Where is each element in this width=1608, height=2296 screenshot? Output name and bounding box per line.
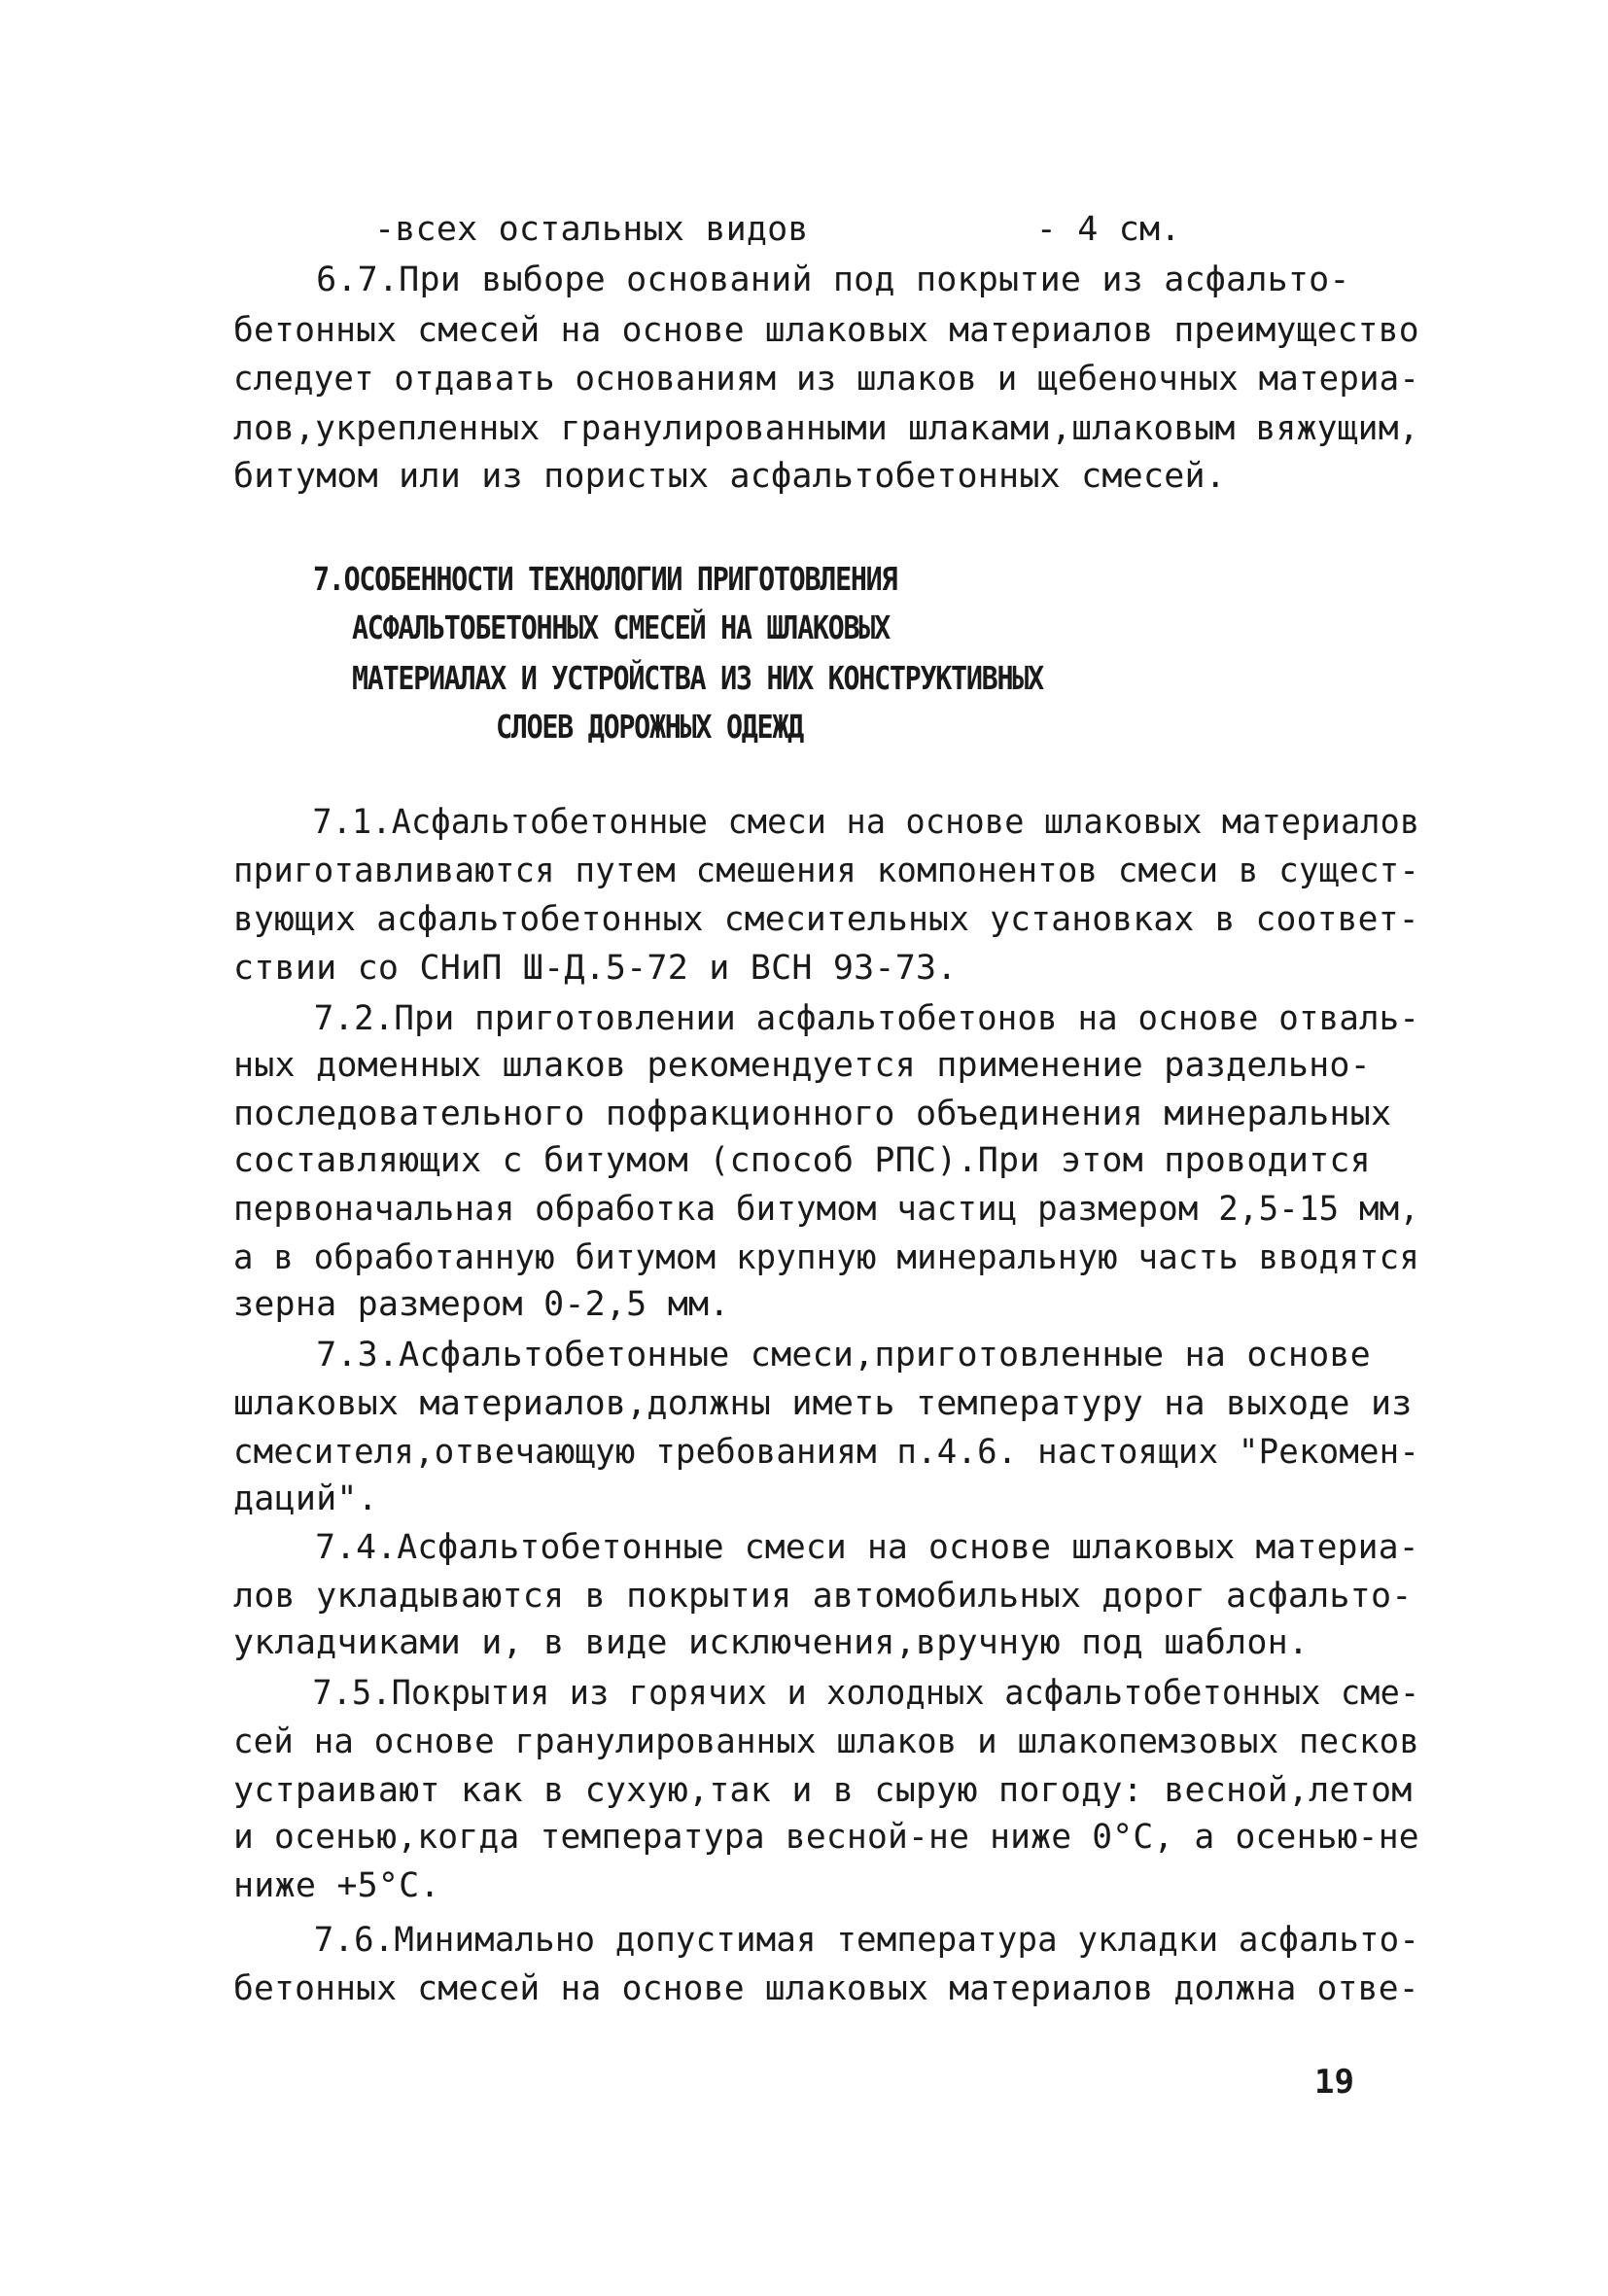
page-number: 19 <box>1314 2063 1354 2102</box>
text-line: 7.6.Минимально допустимая температура укладки асфальто- <box>233 1921 1420 1960</box>
text-line: даций". <box>233 1479 378 1518</box>
text-line: лов укладываются в покрытия автомобильных дорог асфальто- <box>233 1577 1413 1616</box>
text-line: ствии со СНиП Ш-Д.5-72 и ВСН 93-73. <box>233 949 958 988</box>
text-line: 7.1.Асфальтобетонные смеси на основе шлаковых материалов <box>233 803 1420 842</box>
text-line: составляющих с битумом (способ РПС).При этом проводится <box>233 1141 1371 1180</box>
section-heading-line: 7.ОСОБЕННОСТИ ТЕХНОЛОГИИ ПРИГОТОВЛЕНИЯ <box>313 560 897 598</box>
text-line: а в обработанную битумом крупную минеральную часть вводятся <box>233 1238 1420 1277</box>
text-line: вующих асфальтобетонных смесительных установках в соответ- <box>233 900 1419 939</box>
text-line: устраивают как в сухую,так и в сырую погоду: весной,летом <box>233 1771 1413 1810</box>
text-line: лов,укрепленных гранулированными шлаками,шлаковым вяжущим, <box>233 409 1419 448</box>
text-line: бетонных смесей на основе шлаковых материалов преимущество <box>233 311 1419 350</box>
text-line: 7.3.Асфальтобетонные смеси,приготовленные на основе <box>233 1336 1371 1374</box>
text-line: следует отдавать основаниям из шлаков и щебеночных материа- <box>233 360 1420 399</box>
text-line: 7.5.Покрытия из горячих и холодных асфальтобетонных сме- <box>233 1674 1420 1713</box>
text-line: битумом или из пористых асфальтобетонных смесей. <box>233 457 1227 496</box>
text-line: и осенью,когда температура весной-не ниже 0°С, а осенью-не <box>233 1818 1419 1857</box>
text-line: сей на основе гранулированных шлаков и шлакопемзовых песков <box>233 1722 1420 1761</box>
text-line: укладчиками и, в виде исключения,вручную под шаблон. <box>233 1623 1310 1662</box>
section-heading-line: АСФАЛЬТОБЕТОННЫХ СМЕСЕЙ НА ШЛАКОВЫХ <box>352 609 890 646</box>
text-line: смесителя,отвечающую требованиям п.4.6. настоящих "Рекомен- <box>233 1433 1420 1472</box>
text-line: 7.2.При приготовлении асфальтобетонов на основе отваль- <box>233 999 1420 1038</box>
text-line: зерна размером 0-2,5 мм. <box>233 1285 730 1324</box>
section-heading-line: МАТЕРИАЛАХ И УСТРОЙСТВА ИЗ НИХ КОНСТРУКТИВНЫХ <box>352 659 1043 697</box>
text-line: шлаковых материалов,должны иметь температуру на выходе из <box>233 1384 1413 1423</box>
text-line: ниже +5°С. <box>233 1866 440 1905</box>
text-line: приготавливаются путем смешения компонентов смеси в сущест- <box>233 852 1420 890</box>
text-line: бетонных смесей на основе шлаковых материалов должна отве- <box>233 1969 1419 2008</box>
text-line: 7.4.Асфальтобетонные смеси на основе шлаковых материа- <box>233 1528 1419 1567</box>
text-line: последовательного пофракционного объединения минеральных <box>233 1095 1392 1133</box>
text-line: 6.7.При выборе оснований под покрытие из асфальто- <box>233 261 1350 299</box>
section-heading-line: СЛОЕВ ДОРОЖНЫХ ОДЕЖД <box>496 708 803 746</box>
text-line: ных доменных шлаков рекомендуется применение раздельно- <box>233 1046 1371 1085</box>
text-line: первоначальная обработка битумом частиц размером 2,5-15 мм, <box>233 1190 1420 1229</box>
text-line: -всех остальных видов - 4 см. <box>374 210 1181 249</box>
